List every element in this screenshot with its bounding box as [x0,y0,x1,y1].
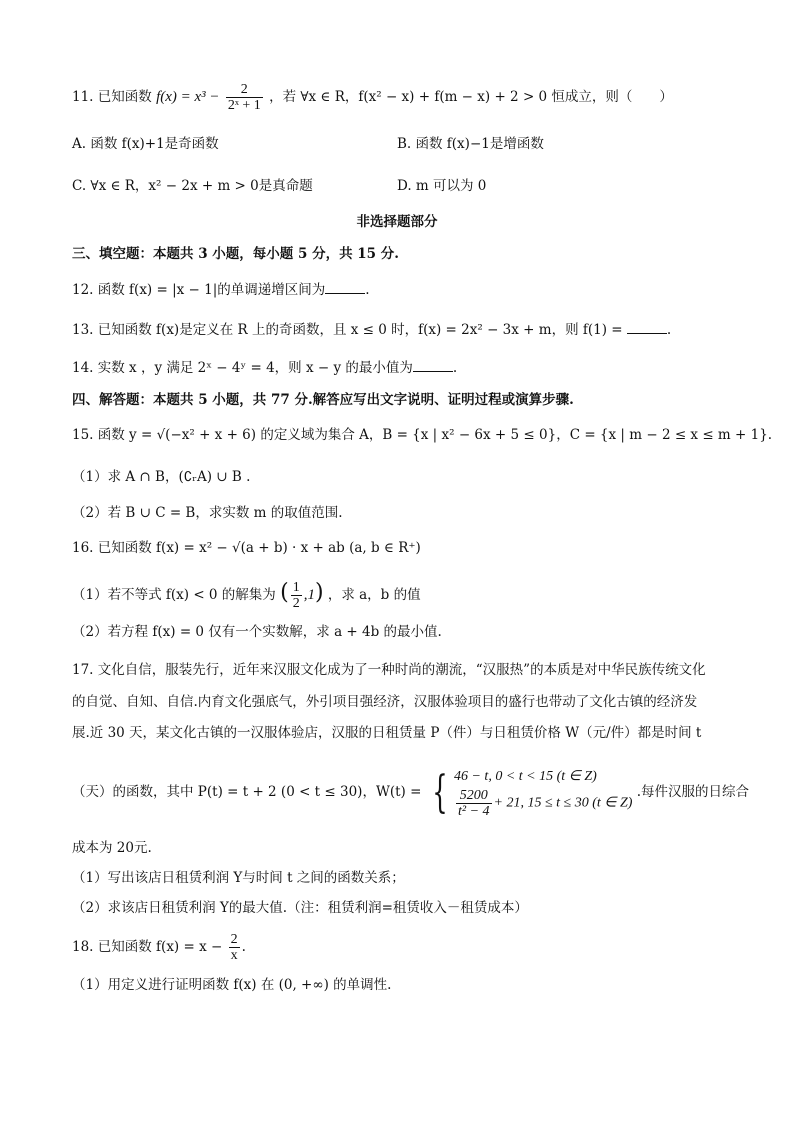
q15-stem: 15. 函数 y = √(−x² + x + 6) 的定义域为集合 A，B = {x | x² − 6x + 5 ≤ 0}，C = {x | m − 2 ≤ x ≤ m + 1}. [72,427,773,443]
q18-stem: 18. 已知函数 f(x) = x − $\frac{2}{x}$ . [72,932,246,963]
q18-part-1: （1）用定义进行证明函数 f(x) 在 (0, +∞) 的单调性. [72,977,392,993]
q11-label: 11. 已知函数 [72,89,152,105]
q14-answer-blank[interactable] [413,359,453,372]
q17-line-3: 展.近 30 天，某文化古镇的一汉服体验店，汉服的日租赁量 P（件）与日租赁价格 W（元/件）都是时间 t [72,725,702,741]
section-4-heading: 四、解答题：本题共 5 小题，共 77 分.解答应写出文字说明、证明过程或演算步骤. [72,392,574,408]
q11-stem [72,82,673,113]
q17-part-1: （1）写出该店日租赁利润 Y与时间 t 之间的函数关系； [72,870,405,886]
q17-part-2: （2）求该店日租赁利润 Y的最大值.（注：租赁利润=租赁收入－租赁成本） [72,900,528,916]
section-3-heading: 三、填空题：本题共 3 小题，每小题 5 分，共 15 分. [72,246,399,262]
q18-fraction: $\frac{2}{x}$ [230,932,238,963]
q16-part-1: （1）若不等式 f(x) < 0 的解集为 ( $\frac{1}{2}$ ,1) ，求 a，b 的值 [72,580,421,611]
q16-stem: 16. 已知函数 f(x) = x² − √(a + b) · x + ab (a, b ∈ R⁺) [72,540,421,556]
q11-option-a: A. 函数 f(x)+1是奇函数 [72,136,219,152]
q17-line-5: 成本为 20元. [72,840,152,856]
q11-fraction: $\frac{2}{\text{2ˣ + 1}}$ [227,82,261,113]
q12: 12. 函数 f(x) = |x − 1|的单调递增区间为 . [72,282,370,298]
q17-line-2: 的自觉、自知、自信.内育文化强底气，外引项目强经济，汉服体验项目的盛行也带动了文化古镇的经济发 [72,694,698,710]
q11-option-b: B. 函数 f(x)−1是增函数 [397,136,544,152]
q11-function: f(x) = x³ − [156,89,220,105]
q16-part-2: （2）若方程 f(x) = 0 仅有一个实数解，求 a + 4b 的最小值. [72,624,442,640]
q17-piecewise: 46 − t, 0 < t < 15 (t ∈ Z) $\frac{5200}{\text{t² − 4}}$ + 21, 15 ≤ t ≤ 30 (t ∈ Z) [453,769,633,819]
section-title: 非选择题部分 [356,214,438,230]
q16-interval-fraction: $\frac{1}{2}$ [292,580,300,611]
q15-part-2: （2）若 B ∪ C = B，求实数 m 的取值范围. [72,505,343,521]
q17-line-1: 17. 文化自信，服装先行，近年来汉服文化成为了一种时尚的潮流，“汉服热”的本质是对中华民族传统文化 [72,662,706,678]
q11-option-c: C. ∀x ∈ R，x² − 2x + m > 0是真命题 [72,178,313,194]
q13-answer-blank[interactable] [627,321,667,334]
q15-part-1: （1）求 A ∩ B，(∁ᵣA) ∪ B . [72,469,251,485]
q14: 14. 实数 x ，y 满足 2ˣ − 4ʸ = 4，则 x − y 的最小值为 . [72,360,458,376]
q17-line-4: （天）的函数，其中 P(t) = t + 2 (0 < t ≤ 30)，W(t) = { 46 − t, 0 < t < 15 (t ∈ Z) $\frac{5200}{\text{t² − 4}}$ + 21, 15 ≤ t ≤ 30 (t ∈ Z) .每件汉服的日综合 [72,766,750,819]
q13: 13. 已知函数 f(x)是定义在 R 上的奇函数，且 x ≤ 0 时，f(x) = 2x² − 3x + m，则 f(1) = . [72,322,672,338]
q11-condition: ，若 ∀x ∈ R，f(x² − x) + f(m − x) + 2 > 0 恒成立，则（ ） [269,89,673,105]
q12-answer-blank[interactable] [325,281,365,294]
q11-option-d: D. m 可以为 0 [397,178,487,194]
